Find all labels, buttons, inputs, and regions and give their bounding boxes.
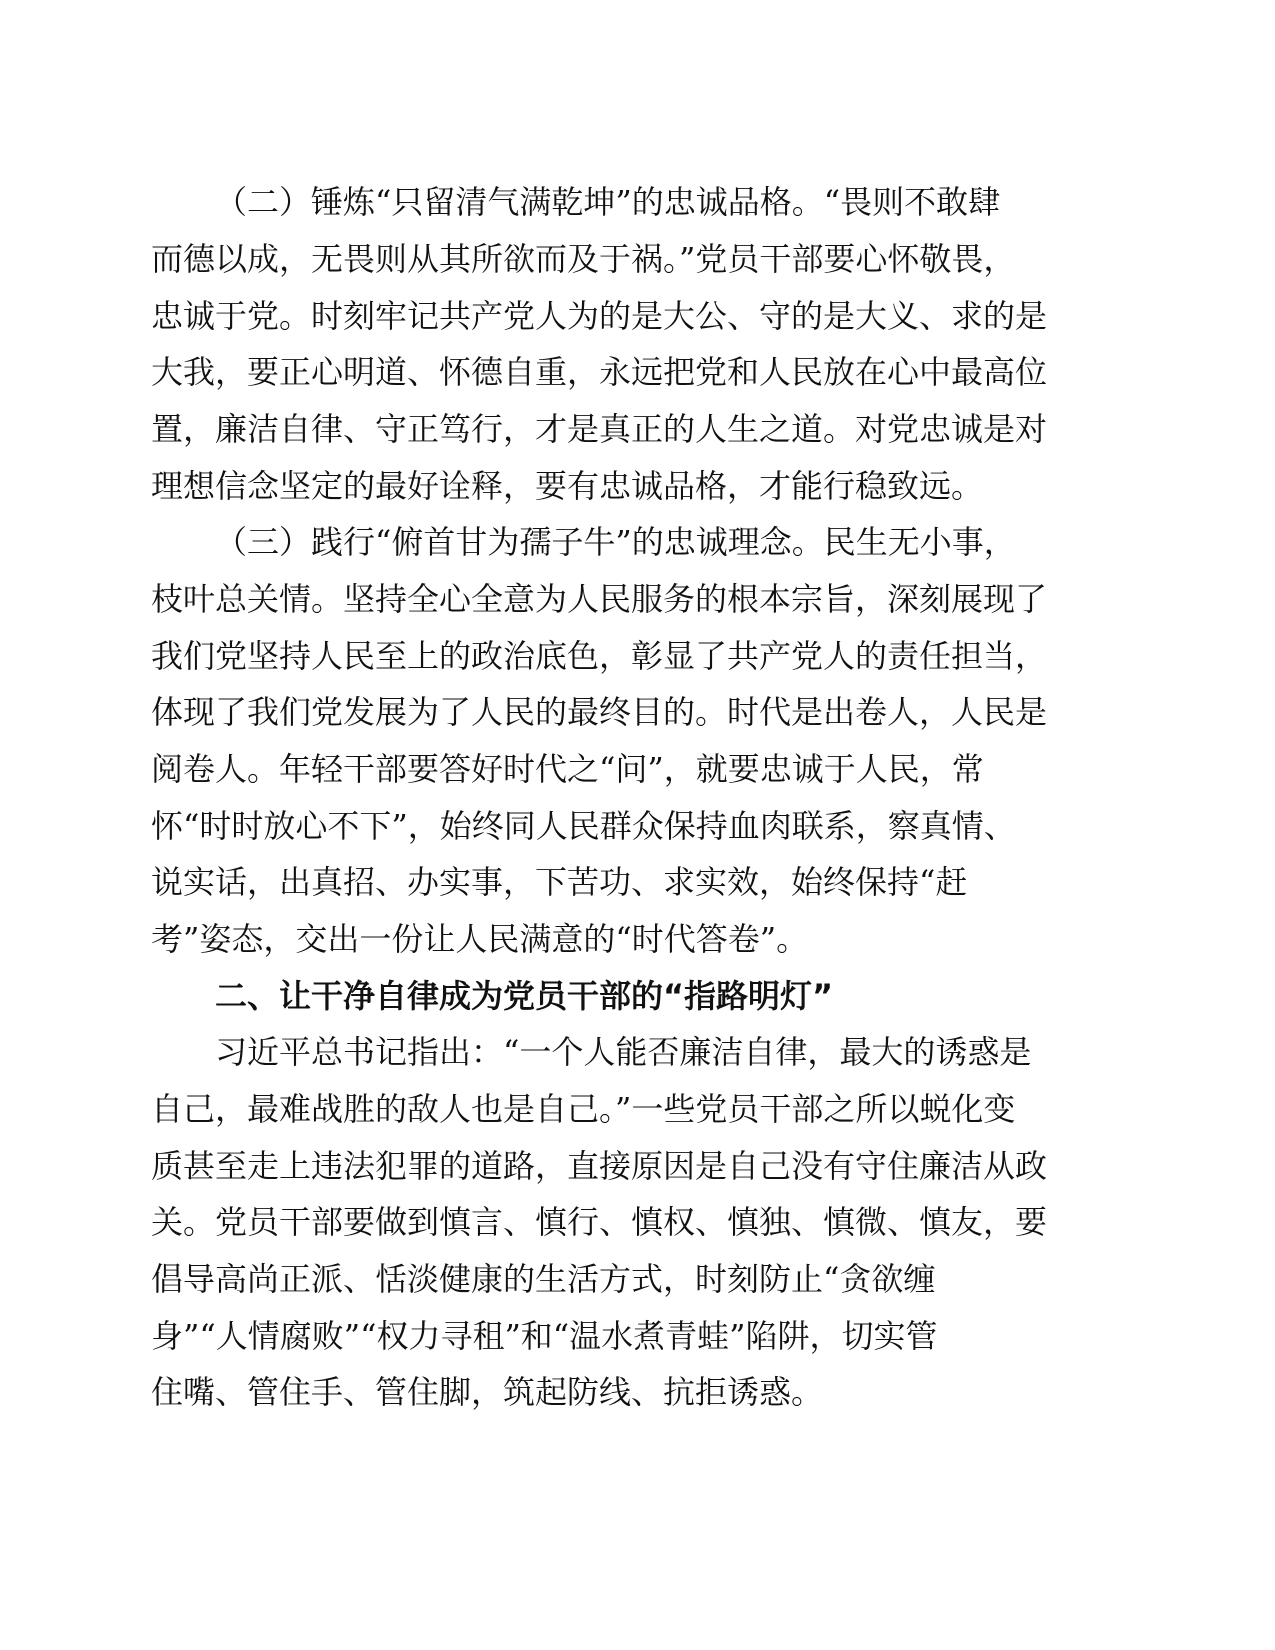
paragraph-line: 枝叶总关情。坚持全心全意为人民服务的根本宗旨，深刻展现了 — [151, 580, 1048, 618]
paragraph-line: 而德以成，无畏则从其所欲而及于祸。”党员干部要心怀敬畏， — [151, 240, 1016, 278]
paragraph-line: 体现了我们党发展为了人民的最终目的。时代是出卷人，人民是 — [151, 693, 1048, 731]
paragraph-line: 说实话，出真招、办实事，下苦功、求实效，始终保持“赶 — [151, 863, 968, 901]
paragraph-line: 考”姿态，交出一份让人民满意的“时代答卷”。 — [151, 920, 809, 958]
section-heading: 二、让干净自律成为党员干部的“指路明灯” — [215, 977, 834, 1015]
paragraph-line: 自己，最难战胜的敌人也是自己。”一些党员干部之所以蜕化变 — [151, 1090, 1016, 1128]
paragraph-line: 理想信念坚定的最好诠释，要有忠诚品格，才能行稳致远。 — [151, 467, 984, 505]
paragraph-line: 忠诚于党。时刻牢记共产党人为的是大公、守的是大义、求的是 — [151, 297, 1048, 335]
paragraph-line: 质甚至走上违法犯罪的道路，直接原因是自己没有守住廉洁从政 — [151, 1147, 1048, 1185]
paragraph-line: 关。党员干部要做到慎言、慎行、慎权、慎独、慎微、慎友，要 — [151, 1203, 1048, 1241]
paragraph-line: 我们党坚持人民至上的政治底色，彰显了共产党人的责任担当， — [151, 637, 1048, 675]
paragraph-line: 习近平总书记指出：“一个人能否廉洁自律，最大的诱惑是 — [215, 1033, 1032, 1071]
paragraph-line: 身”“人情腐败”“权力寻租”和“温水煮青蛙”陷阱，切实管 — [151, 1317, 938, 1355]
paragraph-line: 置，廉洁自律、守正笃行，才是真正的人生之道。对党忠诚是对 — [151, 410, 1048, 448]
paragraph-line: 阅卷人。年轻干部要答好时代之“问”，就要忠诚于人民，常 — [151, 750, 984, 788]
paragraph-line: 住嘴、管住手、管住脚，筑起防线、抗拒诱惑。 — [151, 1373, 824, 1411]
paragraph-line: 大我，要正心明道、怀德自重，永远把党和人民放在心中最高位 — [151, 353, 1048, 391]
paragraph-line: 怀“时时放心不下”，始终同人民群众保持血肉联系，察真情、 — [151, 807, 1016, 845]
paragraph-line: （二）锤炼“只留清气满乾坤”的忠诚品格。“畏则不敢肆 — [215, 183, 1001, 221]
paragraph-line: （三）践行“俯首甘为孺子牛”的忠诚理念。民生无小事， — [215, 523, 1016, 561]
paragraph-line: 倡导高尚正派、恬淡健康的生活方式，时刻防止“贪欲缠 — [151, 1260, 936, 1298]
